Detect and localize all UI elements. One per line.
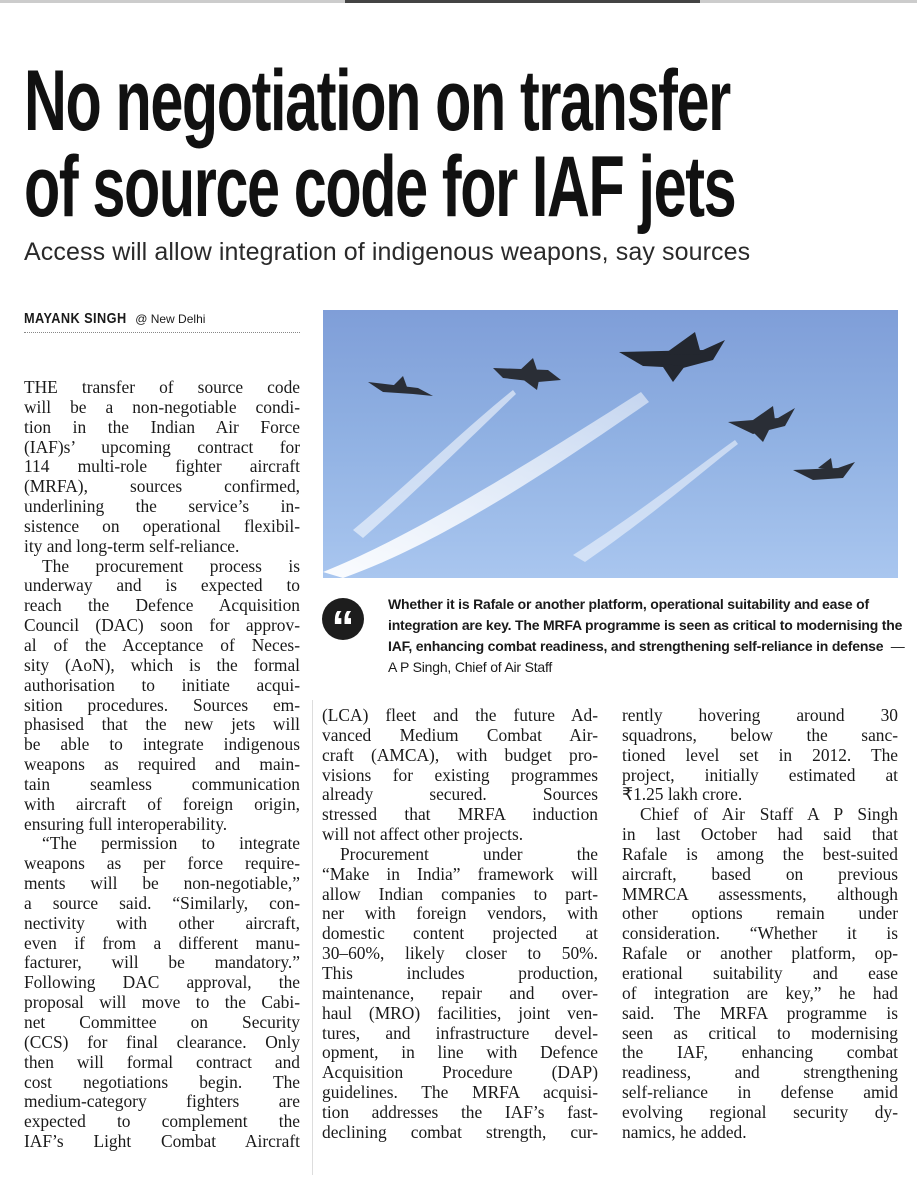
article-line: aircraft, based on previous xyxy=(622,863,898,884)
article-line: MMRCA assessments, although xyxy=(622,883,898,904)
article-line: (CCS) for final clearance. Only xyxy=(24,1031,300,1052)
top-border xyxy=(0,0,917,3)
fighter-jets-photo xyxy=(323,310,898,578)
article-line: namics, he added. xyxy=(622,1121,747,1142)
article-line: weapons as per force require- xyxy=(24,853,300,874)
article-line: sity (AoN), which is the formal xyxy=(24,654,300,675)
article-column-3 xyxy=(622,706,898,1143)
article-line: 30–60%, likely closer to 50%. xyxy=(322,943,598,964)
article-line: net Committee on Security xyxy=(24,1012,300,1032)
article-line: in last October had said that xyxy=(622,824,898,845)
article-line: with aircraft of foreign origin, xyxy=(24,793,300,814)
article-line: medium-category fighters are xyxy=(24,1091,300,1112)
article-line: tion addresses the IAF’s fast- xyxy=(322,1101,598,1122)
jet xyxy=(793,458,855,480)
pull-quote-text xyxy=(388,594,908,678)
jet xyxy=(368,376,433,396)
article-column-2 xyxy=(322,706,598,1143)
article-line: then will formal contract and xyxy=(24,1051,300,1072)
article-line: expected to complement the xyxy=(24,1111,300,1132)
article-line: project, initially estimated at xyxy=(622,764,898,785)
article-line: even if from a different manu- xyxy=(24,932,300,953)
byline-location: @ New Delhi xyxy=(135,312,206,326)
article-line: Rafale is among the best-suited xyxy=(622,843,898,864)
article-line: allow Indian companies to part- xyxy=(322,883,598,904)
article-line: tion in the Indian Air Force xyxy=(24,416,300,437)
article-line: will be a non-negotiable condi- xyxy=(24,396,300,417)
article-line: (IAF)s’ upcoming contract for xyxy=(24,436,300,457)
article-line: sistence on operational flexibil- xyxy=(24,515,300,536)
contrail-right xyxy=(573,440,738,562)
article-line: will not affect other projects. xyxy=(322,824,524,845)
jet xyxy=(728,406,795,442)
article-line: (MRFA), sources confirmed, xyxy=(24,476,300,497)
article-line: al of the Acceptance of Neces- xyxy=(24,634,300,655)
article-line: authorisation to initiate acqui- xyxy=(24,674,300,695)
article-line: domestic content projected at xyxy=(322,923,598,944)
pull-quote-attribution: — A P Singh, Chief of Air Staff xyxy=(388,638,905,675)
article-line: already secured. Sources xyxy=(322,784,598,805)
article-line: ensuring full interoperability. xyxy=(24,813,228,834)
article-line: This includes production, xyxy=(322,962,598,983)
article-line: stressed that MRFA induction xyxy=(322,804,598,825)
article-line: rently hovering around 30 xyxy=(622,705,898,725)
article-line: a source said. “Similarly, con- xyxy=(24,892,300,913)
article-line: visions for existing programmes xyxy=(322,764,598,785)
top-border-accent xyxy=(345,0,700,3)
byline xyxy=(24,310,300,333)
article-line: erational suitability and ease xyxy=(622,962,898,983)
jet xyxy=(619,332,725,382)
byline-author: MAYANK SINGH xyxy=(24,310,127,327)
article-line: underlining the service’s in- xyxy=(24,496,300,517)
article-line: (LCA) fleet and the future Ad- xyxy=(322,705,598,725)
subheadline: Access will allow integration of indigenous weapons, say sources xyxy=(24,238,751,266)
article-line: tioned level set in 2012. The xyxy=(622,744,898,765)
article-line: of integration are key,” he had xyxy=(622,982,898,1003)
article-line: Council (DAC) soon for approv- xyxy=(24,615,300,636)
quote-icon: “ xyxy=(322,598,364,640)
article-line: craft (AMCA), with budget pro- xyxy=(322,744,598,765)
article-line: maintenance, repair and over- xyxy=(322,982,598,1003)
article-line: haul (MRO) facilities, joint ven- xyxy=(322,1002,598,1023)
article-line: seen as critical to modernising xyxy=(622,1022,898,1043)
article-line: weapons as required and main- xyxy=(24,754,300,775)
jets-illustration xyxy=(323,310,898,578)
article-line: consideration. “Whether it is xyxy=(622,923,898,944)
article-line: Chief of Air Staff A P Singh xyxy=(640,804,898,825)
article-line: “Make in India” framework will xyxy=(322,863,598,884)
article-line: The procurement process is xyxy=(42,555,300,576)
article-line: readiness, and strengthening xyxy=(622,1062,898,1083)
article-line: guidelines. The MRFA acquisi- xyxy=(322,1082,598,1103)
article-line: tures, and infrastructure devel- xyxy=(322,1022,598,1043)
article-line: be able to integrate indigenous xyxy=(24,734,300,755)
article-line: nectivity with other aircraft, xyxy=(24,912,300,933)
article-line: underway and is expected to xyxy=(24,575,300,596)
column-divider xyxy=(312,700,313,1175)
article-line: Rafale or another platform, op- xyxy=(622,943,898,964)
headline-line-1: No negotiation on transfer xyxy=(24,53,730,149)
article-line: ity and long-term self-reliance. xyxy=(24,535,240,556)
article-column-1 xyxy=(24,378,300,1152)
article-line: Following DAC approval, the xyxy=(24,972,300,993)
jet xyxy=(493,358,561,390)
article-line: vanced Medium Combat Air- xyxy=(322,724,598,745)
pull-quote-body: Whether it is Rafale or another platform, operational suitability and ease of integration are key. The MRFA programme is seen as critical to modernising the IAF, enhancing combat readiness, and strengthening self-reliance in defense xyxy=(388,596,903,654)
article-line: squadrons, below the sanc- xyxy=(622,724,898,745)
article-line: ner with foreign vendors, with xyxy=(322,903,598,924)
article-line: ₹1.25 lakh crore. xyxy=(622,784,743,805)
article-line: reach the Defence Acquisition xyxy=(24,595,300,616)
article-line: IAF’s Light Combat Aircraft xyxy=(24,1131,300,1152)
headline xyxy=(24,53,917,235)
article-line: self-reliance in defense amid xyxy=(622,1082,898,1103)
article-line: said. The MRFA programme is xyxy=(622,1002,898,1023)
article-line: sition procedures. Sources em- xyxy=(24,694,300,715)
article-line: Acquisition Procedure (DAP) xyxy=(322,1062,598,1083)
article-line: opment, in line with Defence xyxy=(322,1042,598,1063)
article-line: THE transfer of source code xyxy=(24,377,300,397)
headline-line-2: of source code for IAF jets xyxy=(24,139,736,235)
article-line: facturer, will be mandatory.” xyxy=(24,952,300,973)
article-line: Procurement under the xyxy=(340,843,598,864)
article-line: cost negotiations begin. The xyxy=(24,1071,300,1092)
article-line: tain seamless communication xyxy=(24,773,300,794)
article-line: “The permission to integrate xyxy=(42,833,300,854)
article-line: phasised that the new jets will xyxy=(24,714,300,735)
contrail-left xyxy=(353,390,516,538)
article-line: the IAF, enhancing combat xyxy=(622,1042,898,1063)
article-line: 114 multi-role fighter aircraft xyxy=(24,456,300,477)
article-line: proposal will move to the Cabi- xyxy=(24,992,300,1013)
article-line: ments will be non-negotiable,” xyxy=(24,873,300,894)
article-line: evolving regional security dy- xyxy=(622,1101,898,1122)
article-line: other options remain under xyxy=(622,903,898,924)
article-line: declining combat strength, cur- xyxy=(322,1121,598,1142)
